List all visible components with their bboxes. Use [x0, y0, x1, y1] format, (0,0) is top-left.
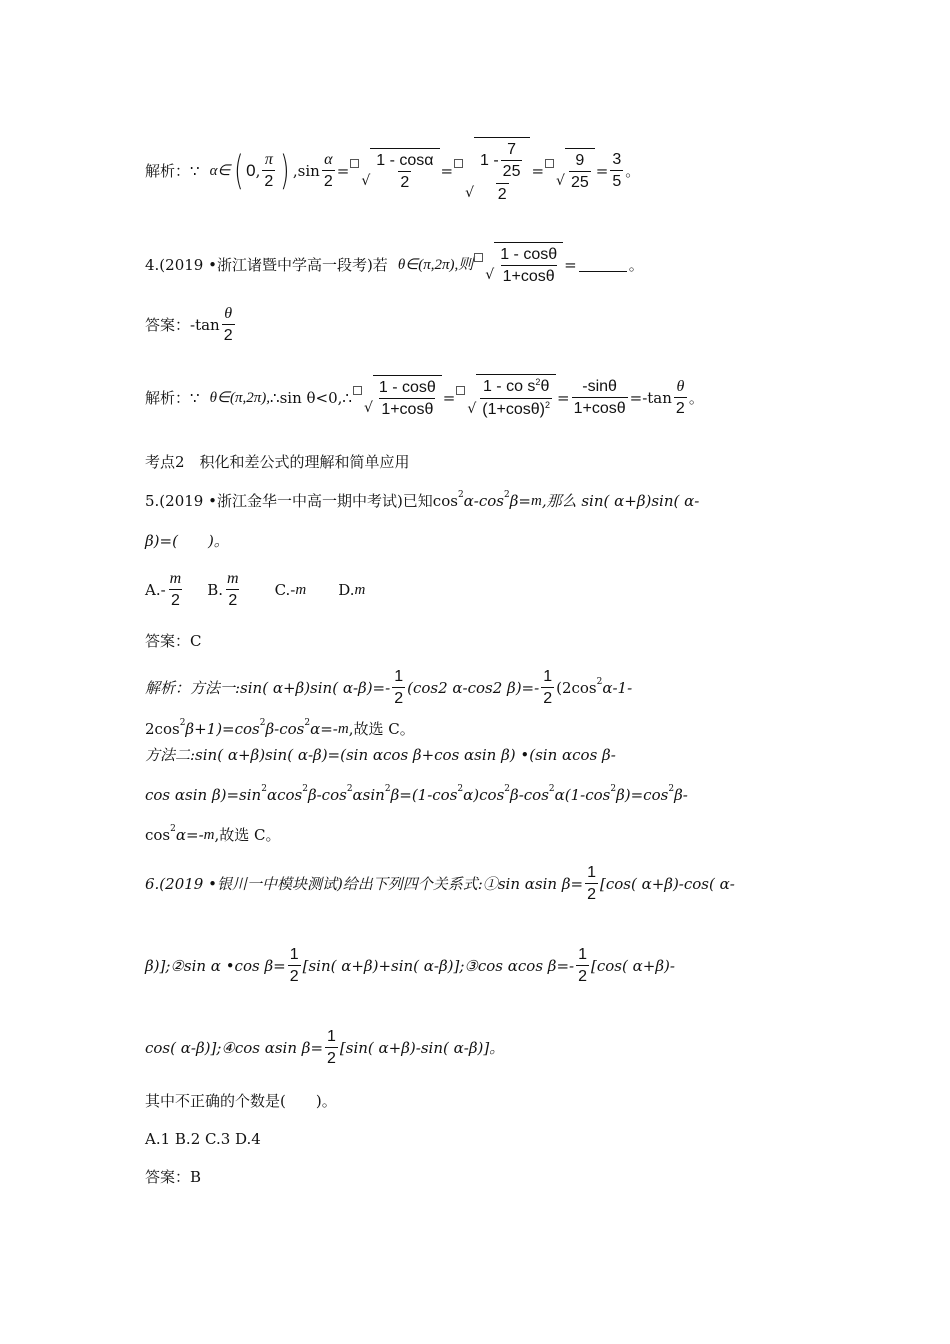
exponent: 2: [261, 784, 267, 794]
text: α-cos: [463, 492, 504, 510]
option-b: B.: [207, 581, 224, 599]
text: cos( α-β)];④cos αsin β=: [145, 1039, 324, 1057]
left-paren: (: [233, 148, 244, 194]
text: 解析：方法一:sin( α+β)sin( α-β)=-: [145, 679, 391, 697]
answer-text: 答案：B: [145, 1168, 202, 1186]
exponent: 2: [596, 677, 603, 687]
exponent: 2: [610, 784, 617, 794]
text: β)=( )。: [145, 532, 229, 550]
alpha-in: α∈: [209, 163, 231, 179]
numerator: 1: [327, 1027, 336, 1045]
one-half: [392, 667, 405, 710]
denominator: 2: [541, 687, 554, 710]
neg-tan: =-tan: [629, 389, 672, 407]
one-half: [288, 945, 301, 988]
variable-m: m: [203, 827, 215, 843]
question-5-options: [145, 568, 910, 612]
solution-5-line-2: [145, 718, 910, 740]
text: β-cos: [510, 786, 549, 804]
section-heading: [145, 451, 910, 473]
numerator: 1: [578, 945, 588, 963]
solution-4: [145, 368, 910, 428]
numerator: 1 - cosθ: [500, 246, 558, 263]
section-title: 考点2 积化和差公式的理解和简单应用: [145, 453, 410, 471]
denominator: 2: [222, 324, 235, 347]
denominator: 2: [398, 171, 411, 194]
numerator: m: [169, 569, 182, 587]
denominator: 2: [496, 183, 509, 206]
denominator: 1+cosθ: [379, 398, 435, 421]
alpha-over-2: [322, 150, 335, 193]
numerator: 1: [289, 945, 299, 963]
sqrt-nested-expression: √ 1 - $\frac{7}{25}$ 2: [465, 137, 530, 206]
period: 。: [625, 162, 641, 180]
text: ,故选 C。: [348, 720, 415, 738]
sqrt-expression: √ $\frac{1 - \cos\theta}{1+\cos\theta}$: [485, 242, 563, 288]
question-6-options: [145, 1128, 910, 1150]
denominator: 25: [501, 160, 523, 183]
numerator: 9: [575, 152, 585, 169]
solution-label: 解析：: [145, 162, 191, 180]
denominator: (1+cosθ): [482, 401, 545, 418]
denominator: 2: [226, 589, 239, 612]
placeholder-box: [454, 159, 463, 168]
exponent: 2: [535, 377, 541, 387]
exponent: 2: [384, 784, 391, 794]
placeholder-box: [545, 159, 554, 168]
exponent: 2: [259, 718, 266, 728]
numerator-theta: θ: [540, 378, 550, 395]
numerator: m: [227, 569, 239, 587]
denominator: 2: [392, 687, 405, 710]
one-half: [541, 667, 554, 710]
sin-text: sin: [297, 162, 320, 180]
numerator: -sinθ: [582, 377, 617, 395]
text: [cos( α+β)-cos( α-: [599, 875, 735, 893]
denominator: 2: [169, 589, 182, 612]
text: ,故选 C。: [214, 826, 281, 844]
text: β-: [674, 786, 688, 804]
equals: =: [442, 389, 456, 407]
exponent: 2: [504, 490, 510, 500]
solution-5-line-3: [145, 744, 910, 766]
text: β)];②sin α •cos β=: [145, 957, 286, 975]
answer-6: [145, 1166, 910, 1188]
answer-label: 答案：: [145, 316, 191, 334]
right-paren: ): [280, 148, 290, 194]
one-half: [325, 1027, 338, 1070]
question-5-line-2: [145, 530, 910, 552]
exponent: 2: [548, 784, 555, 794]
numerator: 1: [587, 863, 596, 881]
sqrt-nine-25: √ $\frac{9}{25}$: [556, 148, 595, 194]
solution-label: 解析：: [145, 389, 191, 407]
theta-over-2: [222, 304, 235, 347]
option-a: A.-: [145, 581, 166, 599]
numerator: 3: [612, 150, 622, 168]
numerator: 1: [543, 667, 553, 685]
exponent: 2: [504, 784, 511, 794]
denominator: 2: [288, 965, 301, 988]
exponent: 2: [170, 824, 176, 834]
comma: ,: [255, 162, 261, 180]
question-6-line-2: [145, 944, 910, 988]
sqrt-expression: √ $\frac{1 - \cos\theta}{1+\cos\theta}$: [364, 375, 442, 421]
denominator: 1+cosθ: [501, 265, 557, 288]
denominator: 2: [262, 170, 275, 193]
variable-m: m: [354, 582, 366, 598]
placeholder-box: [474, 253, 483, 262]
one-half: [576, 945, 589, 988]
placeholder-box: [353, 386, 362, 395]
question-6-line-1: [145, 862, 910, 906]
theta-over-2: [674, 377, 687, 420]
question-4-source: 4.(2019 •浙江诸暨中学高一段考)若: [145, 256, 388, 274]
text: β=: [509, 492, 531, 510]
neg-sin-fraction: [572, 377, 628, 420]
exponent: 2: [668, 784, 675, 794]
solution-line-3: [145, 138, 910, 204]
placeholder-box: [350, 159, 359, 168]
m-over-2: [225, 569, 241, 612]
text: αcos: [266, 786, 303, 804]
variable-m: m: [530, 493, 542, 509]
equals: =: [440, 162, 454, 180]
equals: =: [557, 389, 570, 407]
exponent: 2: [457, 784, 464, 794]
one-minus: 1 -: [480, 152, 499, 169]
numerator: 7: [507, 140, 517, 158]
denominator: 2: [674, 397, 687, 420]
comma: ,: [292, 162, 298, 180]
denominator: 25: [569, 171, 591, 194]
numerator: α: [324, 150, 333, 168]
numerator: θ: [676, 377, 685, 395]
text: 方法二:sin( α+β)sin( α-β)=(sin αcos β+cos αsin β) •(sin αcos β-: [145, 746, 616, 764]
text: α)cos: [463, 786, 505, 804]
variable-m: m: [337, 721, 349, 737]
text: α-1-: [602, 679, 633, 697]
one-half: [585, 863, 598, 906]
text: 其中不正确的个数是( )。: [145, 1092, 337, 1110]
variable-m: m: [295, 582, 307, 598]
because-symbol: ∵: [190, 389, 200, 407]
text: β=(1-cos: [390, 786, 458, 804]
numerator-part: 1 - co s: [482, 378, 536, 395]
exponent: 2: [545, 400, 551, 410]
answer-text: 答案：C: [145, 632, 202, 650]
text: (2cos: [556, 679, 597, 697]
option-c: C.-: [274, 581, 296, 599]
text: (cos2 α-cos2 β)=-: [407, 679, 540, 697]
numerator: 1 - cosθ: [378, 379, 436, 396]
text: β-cos: [265, 720, 305, 738]
sqrt-expression: √ $\frac{1 - \cos\alpha}{2}$: [361, 148, 439, 194]
answer-4: [145, 305, 910, 345]
three-fifths: [610, 150, 623, 193]
text: ,那么 sin( α+β)sin( α-: [541, 492, 700, 510]
text: 2cos: [145, 720, 180, 738]
text: [sin( α+β)+sin( α-β)];③cos αcos β=-: [302, 957, 575, 975]
placeholder-box: [456, 386, 465, 395]
exponent: 2: [457, 490, 464, 500]
numerator: 1 - cosα: [376, 152, 434, 169]
denominator: 2: [325, 1047, 338, 1070]
equals: =: [564, 256, 577, 274]
solution-5-line-1: [145, 666, 910, 710]
neg-tan: -tan: [190, 316, 220, 334]
answer-blank: [579, 271, 627, 272]
equals: =: [595, 162, 609, 180]
equals: =: [531, 162, 545, 180]
question-5-line-1: [145, 490, 910, 512]
solution-5-line-5: [145, 824, 910, 846]
zero: 0: [246, 161, 256, 180]
denominator: 2: [322, 170, 335, 193]
text: 5.(2019 •浙江金华一中高一期中考试)已知cos: [145, 492, 458, 510]
period: 。: [688, 389, 704, 407]
text: 6.(2019 •银川一中模块测试)给出下列四个关系式:①sin αsin β=: [145, 875, 584, 893]
exponent: 2: [179, 718, 186, 728]
condition: θ∈(π,2π),: [209, 390, 271, 406]
sqrt-squared-expression: √ $\frac{1 - co s^2\theta}{(1+\cos\theta)^2}$: [467, 374, 556, 422]
exponent: 2: [304, 718, 311, 728]
numerator: 1: [394, 667, 404, 685]
because-symbol: ∵: [190, 162, 200, 180]
question-6-line-4: [145, 1090, 910, 1112]
solution-5-line-4: [145, 784, 910, 806]
text: β-cos: [307, 786, 347, 804]
numerator: θ: [224, 304, 233, 322]
question-6-line-3: [145, 1026, 910, 1070]
denominator: 1+cosθ: [572, 397, 628, 420]
text: αsin: [352, 786, 385, 804]
question-4: [145, 240, 910, 290]
text: α=-: [175, 826, 204, 844]
text: [sin( α+β)-sin( α-β)]。: [339, 1039, 505, 1057]
option-d: D.: [338, 581, 355, 599]
numerator: π: [264, 150, 273, 168]
question-4-condition: θ∈(π,2π),则: [397, 257, 474, 273]
text: β)=cos: [616, 786, 669, 804]
text: β+1)=cos: [185, 720, 260, 738]
options-text: A.1 B.2 C.3 D.4: [145, 1130, 261, 1148]
denominator: 2: [576, 965, 589, 988]
text: α(1-cos: [554, 786, 611, 804]
equals: =: [336, 162, 350, 180]
text: cos: [145, 826, 171, 844]
pi-over-2: [262, 150, 275, 193]
m-over-2: [168, 569, 184, 612]
denominator: 5: [610, 170, 623, 193]
answer-5: [145, 630, 910, 652]
exponent: 2: [346, 784, 353, 794]
text: α=-: [310, 720, 338, 738]
denominator: 2: [585, 883, 598, 906]
text: cos αsin β)=sin: [145, 786, 262, 804]
period: 。: [628, 256, 644, 274]
therefore-text: ∴sin θ<0,∴: [270, 389, 352, 407]
text: [cos( α+β)-: [591, 957, 675, 975]
exponent: 2: [302, 784, 308, 794]
